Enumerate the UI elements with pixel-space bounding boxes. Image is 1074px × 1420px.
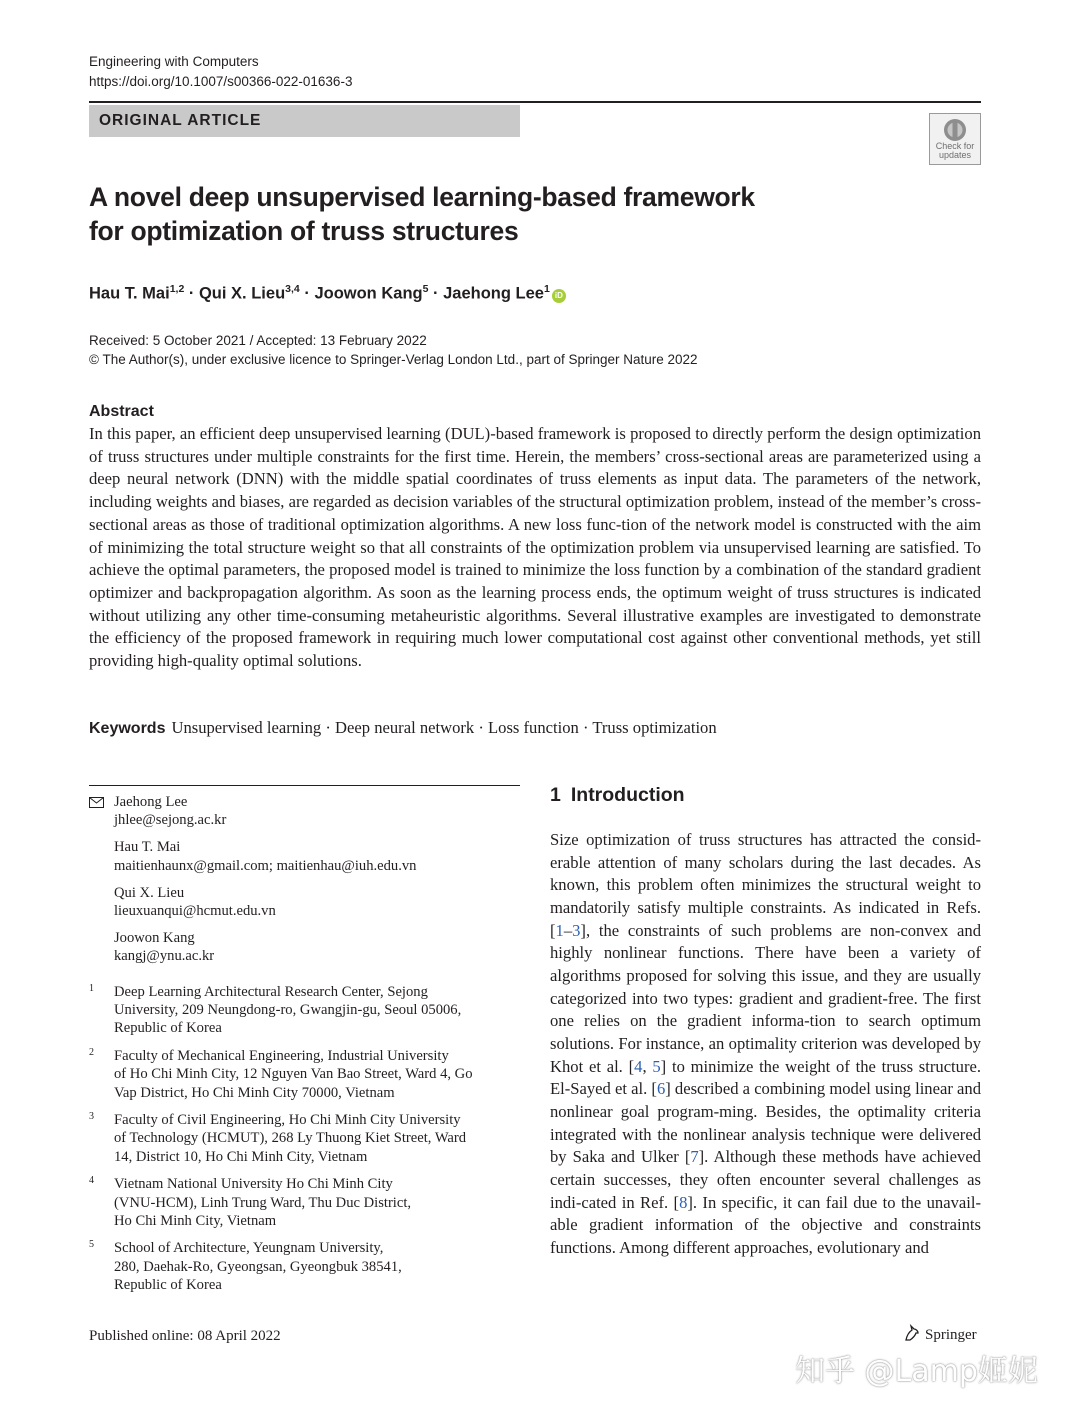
intro-text-segment: Size optimization of truss structures has attracted the consid-erable attention of many scholars during the last decades. As known, this problem often minimizes the structural weight to mandatorily satisfy multiple constraints. As indicated in Refs. [	[550, 830, 981, 940]
author-list	[89, 276, 566, 307]
affiliation-entry	[89, 1239, 520, 1294]
check-for-updates-button[interactable]	[929, 113, 981, 165]
received-accepted-dates: Received: 5 October 2021 / Accepted: 13 February 2022	[89, 333, 427, 348]
contact-email[interactable]: maitienhaunx@gmail.com; maitienhau@iuh.edu.vn	[114, 857, 417, 874]
affiliation-line: 14, District 10, Ho Chi Minh City, Vietnam	[114, 1148, 368, 1165]
affiliation-line: Vietnam National University Ho Chi Minh City	[114, 1176, 393, 1193]
intro-text-segment: –	[563, 920, 573, 940]
title-line-2: for optimization of truss structures	[89, 216, 519, 246]
keywords-list: Unsupervised learning · Deep neural network · Loss function · Truss optimization	[171, 718, 717, 737]
affiliation-number: 5	[89, 1239, 94, 1251]
affiliations-block	[89, 983, 520, 1304]
article-title	[89, 180, 869, 248]
intro-text-segment: ]. In specific, it can fail due to the unavail-able gradient information of the objective and constraints functions. Among different approaches, evolutionary and	[550, 1192, 981, 1257]
affiliation-line: University, 209 Neungdong-ro, Gwangjin-gu, Seoul 05006,	[114, 1002, 462, 1019]
author-affiliation-marker: 3,4	[285, 283, 300, 295]
header-rule	[89, 101, 981, 103]
doi-link[interactable]: https://doi.org/10.1007/s00366-022-01636-3	[89, 74, 353, 89]
abstract-heading: Abstract	[89, 403, 154, 420]
affiliation-entry	[89, 1111, 520, 1166]
section-title: Introduction	[570, 784, 685, 806]
intro-text-segment: ] to minimize the weight of the truss structure. El-Sayed et al. [	[550, 1056, 982, 1099]
footnote-rule	[89, 785, 520, 786]
publisher-name: Springer	[925, 1327, 977, 1343]
citation-link[interactable]: 8	[679, 1192, 688, 1212]
intro-text-segment: ]. Although these methods have achieved certain successes, they often encounter several challenges as indi-cated in Ref. [	[550, 1147, 981, 1212]
affiliation-line: of Ho Chi Minh City, 12 Nguyen Van Bao Street, Ward 4, Go	[114, 1066, 473, 1083]
intro-text-segment: ,	[642, 1056, 653, 1076]
affiliation-entry	[89, 983, 520, 1038]
author-separator: ·	[428, 284, 444, 303]
contact-entry	[89, 838, 520, 874]
author-name[interactable]: Jaehong Lee	[443, 284, 544, 303]
author-name[interactable]: Qui X. Lieu	[198, 284, 286, 303]
citation-link[interactable]: 6	[656, 1079, 666, 1099]
contact-email[interactable]: kangj@ynu.ac.kr	[114, 948, 215, 965]
keywords	[89, 716, 717, 741]
author-separator: ·	[299, 284, 315, 303]
affiliation-number: 3	[89, 1111, 94, 1123]
contact-email[interactable]: lieuxuanqui@hcmut.edu.vn	[114, 903, 276, 920]
affiliation-number: 2	[89, 1047, 94, 1059]
contact-email[interactable]: jhlee@sejong.ac.kr	[114, 812, 227, 829]
check-badge-line2: updates	[938, 150, 972, 160]
correspondence-block	[89, 793, 520, 975]
affiliation-number: 1	[89, 983, 94, 994]
keywords-heading: Keywords	[89, 720, 166, 737]
affiliation-line: School of Architecture, Yeungnam University,	[114, 1240, 384, 1257]
affiliation-entry	[89, 1047, 520, 1102]
intro-text-segment: ], the constraints of such problems are non-convex and highly nonlinear functions. There have been a variety of algorithms proposed for solving this issue, and they are usually categorized into two types: gradient and gradient-free. The first one relies on the gradient informa-tion to search optimum solutions. For instance, an optimality criterion was developed by Khot et al. [	[550, 920, 981, 1076]
title-line-1: A novel deep unsupervised learning-based framework	[89, 182, 755, 212]
citation-link[interactable]: 5	[652, 1056, 661, 1076]
affiliation-line: Faculty of Civil Engineering, Ho Chi Minh City University	[114, 1112, 461, 1129]
section-heading	[550, 782, 685, 808]
contact-entry	[89, 929, 520, 965]
contact-name: Joowon Kang	[114, 930, 195, 947]
springer-horse-icon	[903, 1324, 921, 1342]
affiliation-line: Faculty of Mechanical Engineering, Industrial University	[114, 1048, 449, 1065]
citation-link[interactable]: 3	[572, 920, 581, 940]
article-type-banner: ORIGINAL ARTICLE	[89, 105, 520, 137]
author-name[interactable]: Joowon Kang	[314, 284, 423, 303]
author-affiliation-marker: 1	[544, 283, 550, 295]
affiliation-line: 280, Daehak-Ro, Gyeongsan, Gyeongbuk 38541,	[114, 1258, 402, 1275]
copyright-notice: © The Author(s), under exclusive licence to Springer-Verlag London Ltd., part of Springer Nature 2022	[89, 352, 698, 367]
publisher-logo	[903, 1324, 977, 1346]
citation-link[interactable]: 7	[690, 1147, 699, 1167]
author-affiliation-marker: 5	[422, 283, 429, 295]
envelope-icon	[89, 797, 104, 808]
abstract-text: In this paper, an efficient deep unsupervised learning (DUL)-based framework is proposed to directly perform the design optimization of truss structures under multiple constraints for the first time. Herein, the members’ cross-sectional areas are parameterized using a deep neural network (DNN) with the middle spatial coordinates of truss elements as input data. The parameters of the network, including weights and biases, are regarded as decision variables of the structural optimization problem, instead of the member’s cross-sectional areas as those of traditional optimization algorithms. A new loss func-tion of the network model is constructed with the aim of minimizing the total structure weight so that all constraints of the optimization problem via unsupervised learning are satisfied. To achieve the optimal parameters, the proposed model is trained to minimize the loss function by a combination of the standard gradient optimizer and backpropagation algorithm. As soon as the learning process ends, the optimum weight of truss structures is indicated without utilizing any other time-consuming metaheuristic algorithms. Several illustrative examples are investigated to demonstrate the efficiency of the proposed framework in requiring much lower computational cost against other conventional methods, yet still providing high-quality optimal solutions.	[89, 424, 981, 671]
citation-link[interactable]: 4	[634, 1056, 643, 1076]
affiliation-line: Republic of Korea	[114, 1276, 222, 1293]
affiliation-line: Republic of Korea	[114, 1020, 222, 1037]
contact-entry	[89, 884, 520, 920]
journal-name: Engineering with Computers	[89, 54, 259, 69]
contact-name: Jaehong Lee	[114, 794, 188, 810]
affiliation-line: of Technology (HCMUT), 268 Ly Thuong Kiet Street, Ward	[114, 1130, 467, 1147]
author-affiliation-marker: 1,2	[169, 283, 185, 295]
affiliation-line: Ho Chi Minh City, Vietnam	[114, 1212, 277, 1229]
contact-name: Hau T. Mai	[114, 839, 181, 856]
contact-entry	[89, 793, 520, 829]
contact-name: Qui X. Lieu	[114, 884, 185, 901]
crossmark-icon	[943, 118, 967, 142]
affiliation-line: Deep Learning Architectural Research Center, Sejong	[114, 984, 428, 1000]
author-separator: ·	[184, 284, 199, 303]
author-name[interactable]: Hau T. Mai	[89, 284, 170, 303]
watermark-text: 知乎 @Lamp姬妮	[795, 1354, 1038, 1389]
section-number: 1	[550, 784, 561, 806]
published-online: Published online: 08 April 2022	[89, 1328, 281, 1344]
publication-dates	[89, 331, 698, 369]
affiliation-entry	[89, 1175, 520, 1230]
journal-header	[89, 52, 352, 92]
affiliation-line: Vap District, Ho Chi Minh City 70000, Vietnam	[114, 1084, 395, 1101]
check-badge-line1: Check for	[935, 141, 975, 151]
citation-link[interactable]: 1	[555, 920, 564, 940]
orcid-icon[interactable]: iD	[552, 289, 566, 303]
affiliation-line: (VNU-HCM), Linh Trung Ward, Thu Duc District,	[114, 1194, 412, 1211]
introduction-text	[550, 829, 981, 1259]
intro-text-segment: ] described a combining model using linear and nonlinear goal program-ming. Besides, the optimality criteria integrated with the nonlinear analysis technique were delivered by Saka and Ulker [	[550, 1079, 981, 1167]
affiliation-number: 4	[89, 1175, 94, 1187]
